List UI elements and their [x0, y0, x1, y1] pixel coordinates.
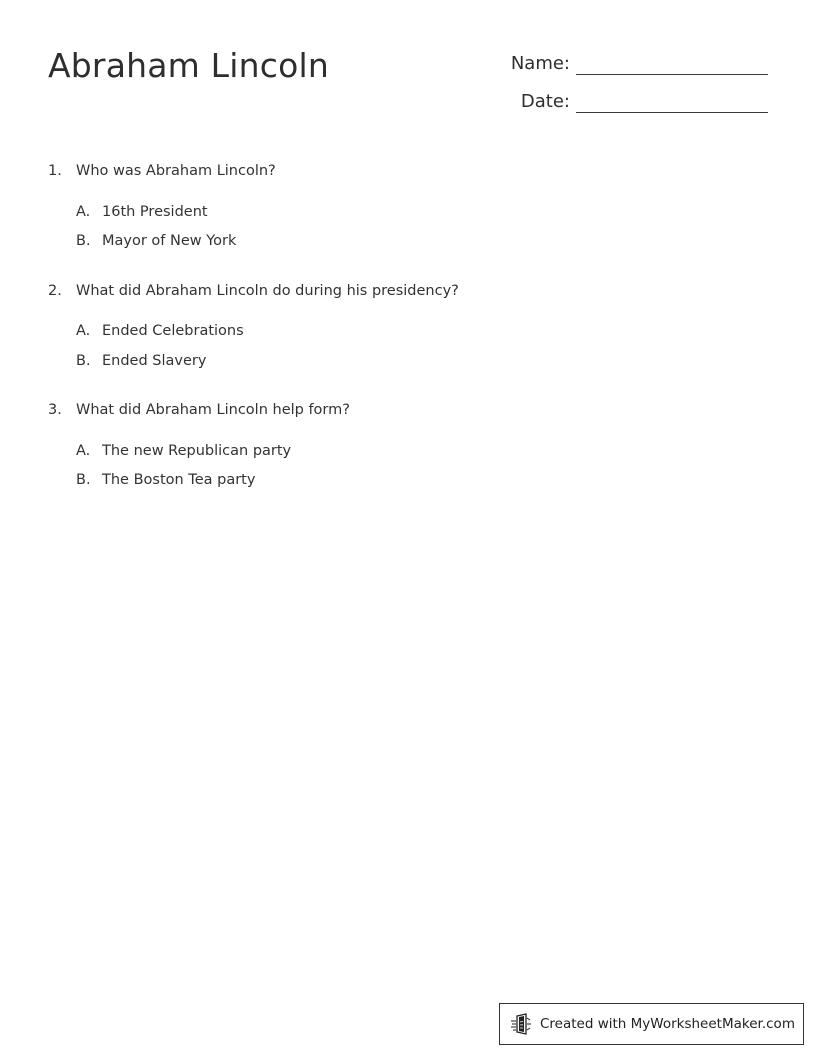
answer-text: 16th President: [102, 204, 208, 220]
answer-text: Ended Slavery: [102, 353, 207, 369]
answer-letter: A.: [76, 443, 91, 459]
answer-letter: B.: [76, 472, 91, 488]
question-text: Who was Abraham Lincoln?: [76, 163, 276, 179]
name-label: Name:: [510, 53, 570, 74]
answer-text: Mayor of New York: [102, 233, 237, 249]
question-number: 3.: [48, 402, 62, 418]
answer-text: The new Republican party: [102, 443, 292, 459]
name-blank-line[interactable]: [576, 54, 768, 75]
name-field[interactable]: [500, 53, 768, 75]
date-blank-line[interactable]: [576, 92, 768, 113]
worksheet-title: Abraham Lincoln: [48, 46, 329, 85]
answer-text: The Boston Tea party: [102, 472, 256, 488]
question-text: What did Abraham Lincoln help form?: [76, 402, 350, 418]
date-label: Date:: [520, 91, 570, 112]
answer-letter: A.: [76, 323, 91, 339]
question-text: What did Abraham Lincoln do during his presidency?: [76, 283, 459, 299]
created-with-badge[interactable]: [499, 1003, 804, 1045]
created-with-text: Created with MyWorksheetMaker.com: [540, 1016, 795, 1032]
date-field[interactable]: [500, 91, 768, 113]
answer-letter: B.: [76, 233, 91, 249]
answer-text: Ended Celebrations: [102, 323, 244, 339]
question-number: 1.: [48, 163, 62, 179]
answer-letter: B.: [76, 353, 91, 369]
worksheet-maker-logo-icon: [510, 1012, 534, 1036]
question-number: 2.: [48, 283, 62, 299]
answer-letter: A.: [76, 204, 91, 220]
